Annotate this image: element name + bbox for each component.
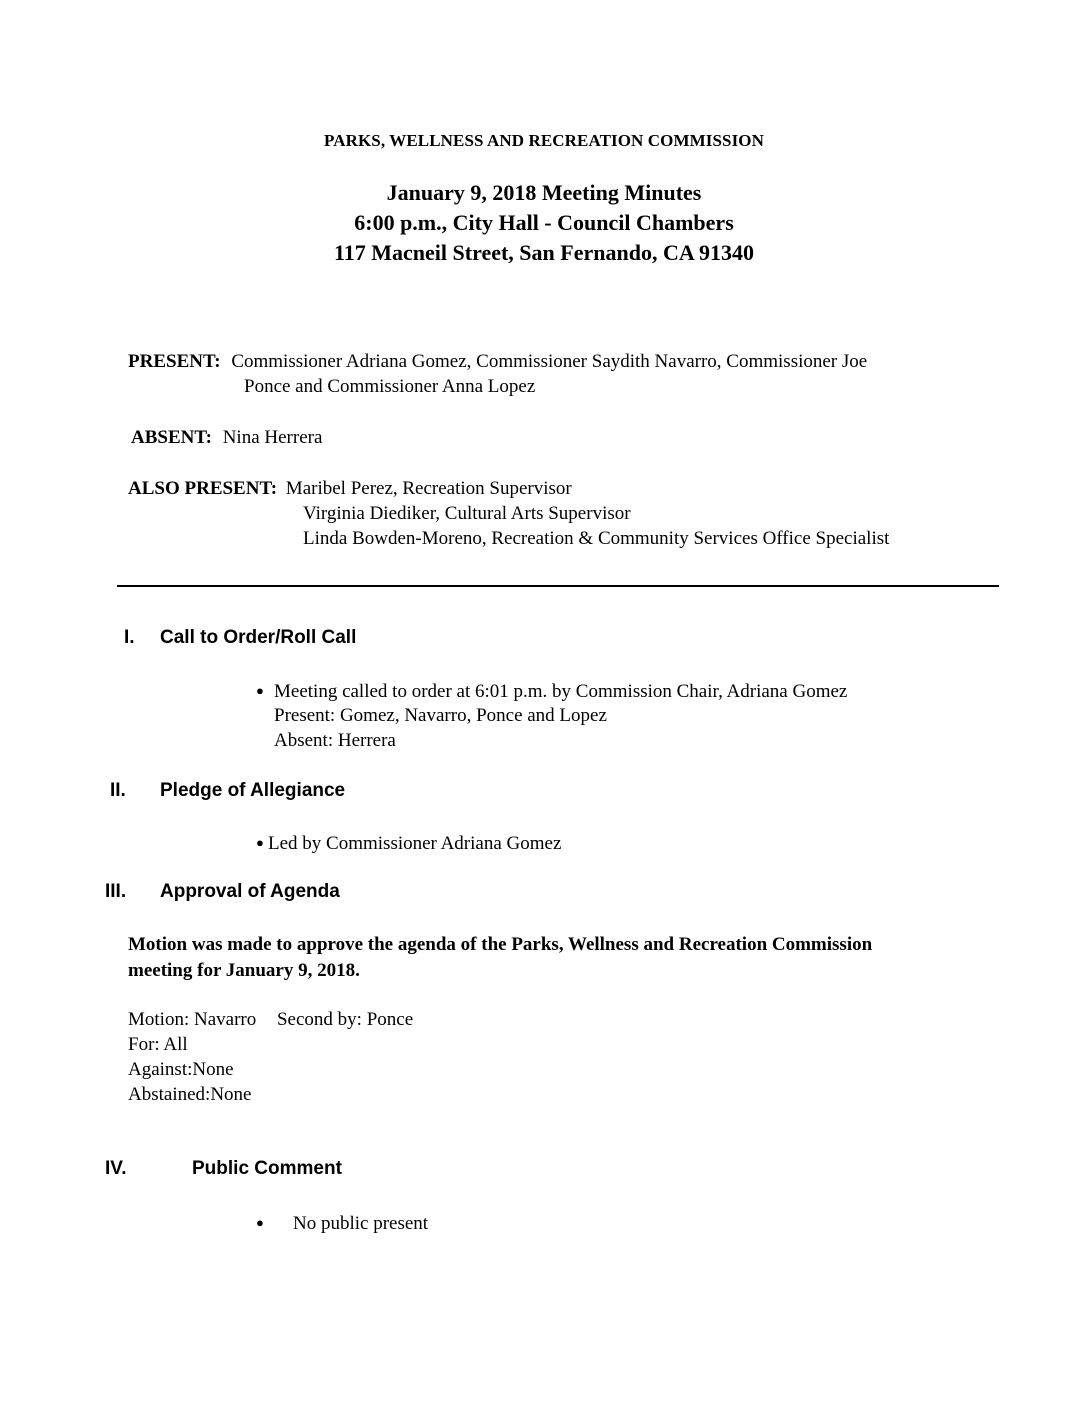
- vote-against: Against:None: [128, 1059, 234, 1080]
- present-list-line1: Commissioner Adriana Gomez, Commissioner Saydith Navarro, Commissioner Joe: [231, 351, 868, 372]
- also-present-item: Maribel Perez, Recreation Supervisor: [285, 478, 572, 499]
- meeting-address: 117 Macneil Street, San Fernando, CA 91340: [333, 240, 755, 265]
- absent-label: ABSENT:: [131, 427, 212, 448]
- also-present-label: ALSO PRESENT:: [128, 478, 278, 499]
- section-number: III.: [105, 881, 127, 902]
- bullet-icon: ●: [256, 1215, 264, 1230]
- section-number: I.: [124, 627, 135, 648]
- motion-text-line2: meeting for January 9, 2018.: [128, 960, 360, 981]
- also-present-item: Virginia Diediker, Cultural Arts Supervisor: [303, 503, 631, 524]
- bullet-icon: ●: [256, 683, 264, 698]
- section-title-approval-of-agenda: Approval of Agenda: [160, 881, 340, 902]
- also-present-item: Linda Bowden-Moreno, Recreation & Community Services Office Specialist: [303, 528, 890, 549]
- section-title-public-comment: Public Comment: [192, 1158, 342, 1179]
- roll-call-absent: Absent: Herrera: [274, 730, 396, 751]
- list-item: [256, 1210, 428, 1236]
- section-title-call-to-order: Call to Order/Roll Call: [160, 627, 357, 648]
- section-number: IV.: [105, 1158, 127, 1179]
- section-title-pledge: Pledge of Allegiance: [160, 780, 346, 801]
- meeting-title: January 9, 2018 Meeting Minutes: [386, 180, 702, 205]
- meeting-time-location: 6:00 p.m., City Hall - Council Chambers: [354, 210, 734, 235]
- absent-value: Nina Herrera: [222, 427, 323, 448]
- vote-motion-row: [128, 1007, 413, 1032]
- bullet-icon: ●: [256, 835, 264, 850]
- present-row: [128, 349, 867, 374]
- absent-row: [131, 425, 322, 450]
- vote-abstained: Abstained:None: [128, 1084, 252, 1105]
- roll-call-present: Present: Gomez, Navarro, Ponce and Lopez: [274, 705, 607, 726]
- list-item: [256, 830, 561, 856]
- section-divider: [117, 585, 999, 587]
- vote-second: Second by: Ponce: [276, 1009, 414, 1030]
- list-item-text: Meeting called to order at 6:01 p.m. by Commission Chair, Adriana Gomez: [274, 681, 848, 702]
- also-present-row: [128, 476, 572, 501]
- present-list-line2: Ponce and Commissioner Anna Lopez: [244, 376, 536, 397]
- motion-text-line1: Motion was made to approve the agenda of the Parks, Wellness and Recreation Commission: [128, 934, 873, 955]
- organization-name: PARKS, WELLNESS AND RECREATION COMMISSION: [323, 131, 765, 150]
- list-item-text: No public present: [293, 1213, 429, 1234]
- section-number: II.: [110, 780, 126, 801]
- list-item-text: Led by Commissioner Adriana Gomez: [268, 833, 562, 854]
- list-item: [256, 678, 847, 704]
- vote-for: For: All: [128, 1034, 188, 1055]
- vote-motion: Motion: Navarro: [128, 1009, 257, 1030]
- present-label: PRESENT:: [128, 351, 221, 372]
